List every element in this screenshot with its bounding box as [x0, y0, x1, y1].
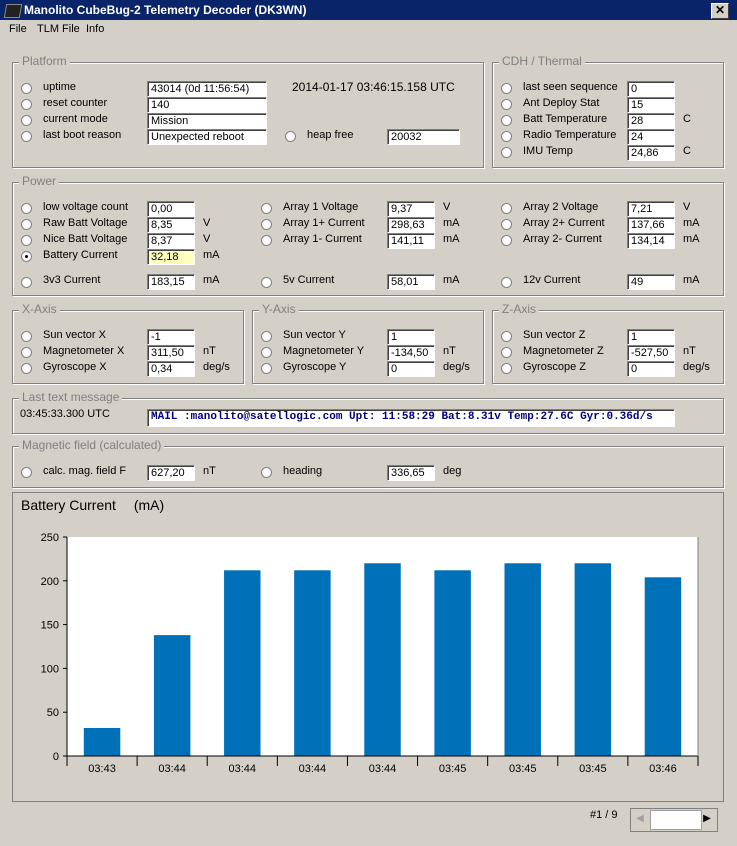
cdh-legend: CDH / Thermal — [499, 54, 585, 68]
label-sun-vector-x: Sun vector X — [43, 329, 106, 341]
y-tick-label: 200 — [40, 575, 59, 588]
platform-legend: Platform — [19, 54, 70, 68]
x-tick-label: 03:45 — [438, 763, 467, 775]
label-uptime: uptime — [43, 81, 77, 93]
title-bar — [0, 0, 737, 20]
imu-temp-unit: C — [683, 145, 691, 157]
array2-plus-current-unit: mA — [683, 217, 700, 229]
radio-temperature-field: 24 — [627, 129, 675, 145]
radio-heap-free[interactable] — [285, 131, 296, 142]
gyroscope-y-unit: deg/s — [443, 361, 470, 373]
x-tick-label: 03:45 — [508, 763, 537, 775]
label-array1-minus-current: Array 1- Current — [283, 233, 362, 245]
radio-array1-plus-current[interactable] — [261, 219, 272, 230]
reset-counter-field: 140 — [147, 97, 267, 113]
last-text-legend: Last text message — [19, 390, 122, 404]
last-boot-reason-field: Unexpected reboot — [147, 129, 267, 145]
bar — [645, 577, 681, 756]
radio-ant-deploy-stat[interactable] — [501, 99, 512, 110]
timestamp-label: 2014-01-17 03:46:15.158 UTC — [292, 80, 455, 94]
label-radio-temperature: Radio Temperature — [523, 129, 617, 141]
label-array1-voltage: Array 1 Voltage — [283, 201, 359, 213]
chart-title: Battery Current — [21, 497, 116, 513]
12v-current-unit: mA — [683, 274, 700, 286]
magnetometer-y-unit: nT — [443, 345, 456, 357]
page-indicator: #1 / 9 — [590, 809, 618, 821]
sun-vector-z-field: 1 — [627, 329, 675, 345]
heap-free-field: 20032 — [387, 129, 460, 145]
array1-voltage-field: 9,37 — [387, 201, 435, 217]
bar — [294, 570, 330, 756]
radio-uptime[interactable] — [21, 83, 32, 94]
y-axis-legend: Y-Axis — [259, 302, 299, 316]
magnetometer-z-unit: nT — [683, 345, 696, 357]
bar — [504, 563, 540, 756]
radio-array1-voltage[interactable] — [261, 203, 272, 214]
heading-unit: deg — [443, 465, 462, 477]
5v-current-unit: mA — [443, 274, 460, 286]
radio-sun-vector-x[interactable] — [21, 331, 32, 342]
power-group — [12, 174, 724, 296]
close-button[interactable]: ✕ — [711, 3, 729, 19]
array2-minus-current-unit: mA — [683, 233, 700, 245]
label-3v3-current: 3v3 Current — [43, 274, 101, 286]
label-magnetometer-y: Magnetometer Y — [283, 345, 365, 357]
radio-magnetometer-z[interactable] — [501, 347, 512, 358]
scroll-right-icon[interactable]: ▶ — [703, 813, 711, 824]
window-title: Manolito CubeBug-2 Telemetry Decoder (DK3WN) — [24, 3, 307, 17]
5v-current-field: 58,01 — [387, 274, 435, 290]
record-scrollbar[interactable] — [630, 808, 718, 832]
bar — [364, 563, 400, 756]
radio-raw-batt-voltage[interactable] — [21, 219, 32, 230]
label-raw-batt-voltage: Raw Batt Voltage — [43, 217, 128, 229]
radio-calc-mag-field[interactable] — [21, 467, 32, 478]
chart-panel — [12, 492, 724, 802]
imu-temp-field: 24,86 — [627, 145, 675, 161]
battery-current-field: 32,18 — [147, 249, 195, 265]
x-axis-legend: X-Axis — [19, 302, 60, 316]
label-batt-temperature: Batt Temperature — [523, 113, 608, 125]
array1-plus-current-unit: mA — [443, 217, 460, 229]
label-sun-vector-z: Sun vector Z — [523, 329, 586, 341]
menu-file[interactable]: File — [9, 23, 27, 35]
x-tick-label: 03:46 — [649, 763, 677, 775]
radio-sun-vector-y[interactable] — [261, 331, 272, 342]
calc-mag-field-value: 627,20 — [147, 465, 195, 481]
chart-unit-label: (mA) — [133, 497, 165, 513]
magnetometer-x-field: 311,50 — [147, 345, 195, 361]
label-12v-current: 12v Current — [523, 274, 581, 286]
last-seen-sequence-field: 0 — [627, 81, 675, 97]
radio-low-voltage-count[interactable] — [21, 203, 32, 214]
array1-plus-current-field: 298,63 — [387, 217, 435, 233]
gyroscope-z-field: 0 — [627, 361, 675, 377]
radio-current-mode[interactable] — [21, 115, 32, 126]
radio-radio-temperature[interactable] — [501, 131, 512, 142]
radio-batt-temperature[interactable] — [501, 115, 512, 126]
app-icon — [4, 4, 22, 18]
z-axis-legend: Z-Axis — [499, 302, 539, 316]
ant-deploy-stat-field: 15 — [627, 97, 675, 113]
uptime-field: 43014 (0d 11:56:54) — [147, 81, 267, 97]
magfield-legend: Magnetic field (calculated) — [19, 438, 164, 452]
array2-plus-current-field: 137,66 — [627, 217, 675, 233]
array2-voltage-field: 7,21 — [627, 201, 675, 217]
label-reset-counter: reset counter — [43, 97, 108, 109]
radio-heading[interactable] — [261, 467, 272, 478]
raw-batt-voltage-field: 8,35 — [147, 217, 195, 233]
battery-current-chart — [13, 493, 723, 801]
radio-3v3-current[interactable] — [21, 277, 32, 288]
radio-battery-current[interactable] — [21, 251, 32, 262]
label-sun-vector-y: Sun vector Y — [283, 329, 346, 341]
radio-12v-current[interactable] — [501, 277, 512, 288]
label-array2-minus-current: Array 2- Current — [523, 233, 602, 245]
x-tick-label: 03:45 — [579, 763, 607, 775]
radio-array2-voltage[interactable] — [501, 203, 512, 214]
array1-voltage-unit: V — [443, 201, 451, 213]
scroll-thumb[interactable] — [650, 810, 702, 830]
radio-sun-vector-z[interactable] — [501, 331, 512, 342]
calc-mag-field-unit: nT — [203, 465, 216, 477]
array1-minus-current-field: 141,11 — [387, 233, 435, 249]
gyroscope-x-unit: deg/s — [203, 361, 230, 373]
radio-array1-minus-current[interactable] — [261, 235, 272, 246]
platform-group — [12, 54, 484, 168]
x-tick-label: 03:44 — [368, 763, 397, 775]
label-low-voltage-count: low voltage count — [43, 201, 128, 213]
bar — [224, 570, 260, 756]
power-legend: Power — [19, 174, 59, 188]
array1-minus-current-unit: mA — [443, 233, 460, 245]
magnetic-field-group — [12, 438, 724, 488]
bar — [575, 563, 611, 756]
x-tick-label: 03:43 — [88, 763, 116, 775]
menu-tlm-file[interactable]: TLM File — [37, 23, 80, 35]
label-5v-current: 5v Current — [283, 274, 335, 286]
radio-nice-batt-voltage[interactable] — [21, 235, 32, 246]
array2-minus-current-field: 134,14 — [627, 233, 675, 249]
radio-array2-plus-current[interactable] — [501, 219, 512, 230]
array2-voltage-unit: V — [683, 201, 691, 213]
raw-batt-voltage-unit: V — [203, 217, 211, 229]
z-axis-group — [492, 302, 724, 384]
label-battery-current: Battery Current — [43, 249, 118, 261]
3v3-current-field: 183,15 — [147, 274, 195, 290]
radio-last-boot-reason[interactable] — [21, 131, 32, 142]
last-text-time: 03:45:33.300 UTC — [20, 408, 110, 420]
scroll-left-icon[interactable]: ◀ — [636, 813, 644, 824]
x-tick-label: 03:44 — [228, 763, 257, 775]
y-tick-label: 250 — [40, 532, 59, 544]
3v3-current-unit: mA — [203, 274, 220, 286]
label-array2-voltage: Array 2 Voltage — [523, 201, 599, 213]
gyroscope-z-unit: deg/s — [683, 361, 710, 373]
batt-temperature-unit: C — [683, 113, 691, 125]
bar — [434, 570, 470, 756]
nice-batt-voltage-field: 8,37 — [147, 233, 195, 249]
radio-imu-temp[interactable] — [501, 147, 512, 158]
x-tick-label: 03:44 — [158, 763, 186, 775]
batt-temperature-field: 28 — [627, 113, 675, 129]
label-magnetometer-z: Magnetometer Z — [523, 345, 604, 357]
gyroscope-x-field: 0,34 — [147, 361, 195, 377]
radio-5v-current[interactable] — [261, 277, 272, 288]
sun-vector-x-field: -1 — [147, 329, 195, 345]
label-gyroscope-x: Gyroscope X — [43, 361, 107, 373]
current-mode-field: Mission — [147, 113, 267, 129]
magnetometer-z-field: -527,50 — [627, 345, 675, 361]
bar — [84, 728, 120, 756]
radio-gyroscope-x[interactable] — [21, 363, 32, 374]
y-tick-label: 50 — [46, 707, 59, 720]
magnetometer-x-unit: nT — [203, 345, 216, 357]
sun-vector-y-field: 1 — [387, 329, 435, 345]
12v-current-field: 49 — [627, 274, 675, 290]
y-tick-label: 0 — [52, 751, 59, 763]
label-array1-plus-current: Array 1+ Current — [283, 217, 365, 229]
radio-array2-minus-current[interactable] — [501, 235, 512, 246]
label-current-mode: current mode — [43, 113, 108, 125]
label-nice-batt-voltage: Nice Batt Voltage — [43, 233, 128, 245]
x-tick-label: 03:44 — [298, 763, 327, 775]
label-heading: heading — [283, 465, 323, 477]
nice-batt-voltage-unit: V — [203, 233, 211, 245]
low-voltage-count-field: 0,00 — [147, 201, 195, 217]
menu-info[interactable]: Info — [86, 23, 105, 35]
y-tick-label: 100 — [40, 663, 59, 676]
label-heap-free: heap free — [307, 129, 354, 141]
label-gyroscope-y: Gyroscope Y — [283, 361, 347, 373]
label-magnetometer-x: Magnetometer X — [43, 345, 125, 357]
magnetometer-y-field: -134,50 — [387, 345, 435, 361]
bar — [154, 635, 190, 756]
cdh-thermal-group — [492, 54, 724, 168]
radio-reset-counter[interactable] — [21, 99, 32, 110]
radio-gyroscope-z[interactable] — [501, 363, 512, 374]
label-calc-mag-field: calc. mag. field F — [43, 465, 127, 477]
label-imu-temp: IMU Temp — [523, 145, 573, 157]
radio-last-seen-sequence[interactable] — [501, 83, 512, 94]
y-tick-label: 150 — [40, 619, 59, 632]
label-ant-deploy-stat: Ant Deploy Stat — [523, 97, 600, 109]
last-text-message: MAIL :manolito@satellogic.com Upt: 11:58:29 Bat:8.31v Temp:27.6C Gyr:0.36d/s — [147, 409, 675, 427]
last-text-group — [12, 390, 724, 434]
gyroscope-y-field: 0 — [387, 361, 435, 377]
label-last-boot-reason: last boot reason — [43, 129, 122, 141]
heading-value: 336,65 — [387, 465, 435, 481]
radio-gyroscope-y[interactable] — [261, 363, 272, 374]
radio-magnetometer-y[interactable] — [261, 347, 272, 358]
menu-bar — [0, 20, 737, 40]
label-array2-plus-current: Array 2+ Current — [523, 217, 605, 229]
battery-current-unit: mA — [203, 249, 220, 261]
x-axis-group — [12, 302, 244, 384]
radio-magnetometer-x[interactable] — [21, 347, 32, 358]
label-last-seen-sequence: last seen sequence — [523, 81, 618, 93]
y-axis-group — [252, 302, 484, 384]
label-gyroscope-z: Gyroscope Z — [523, 361, 586, 373]
